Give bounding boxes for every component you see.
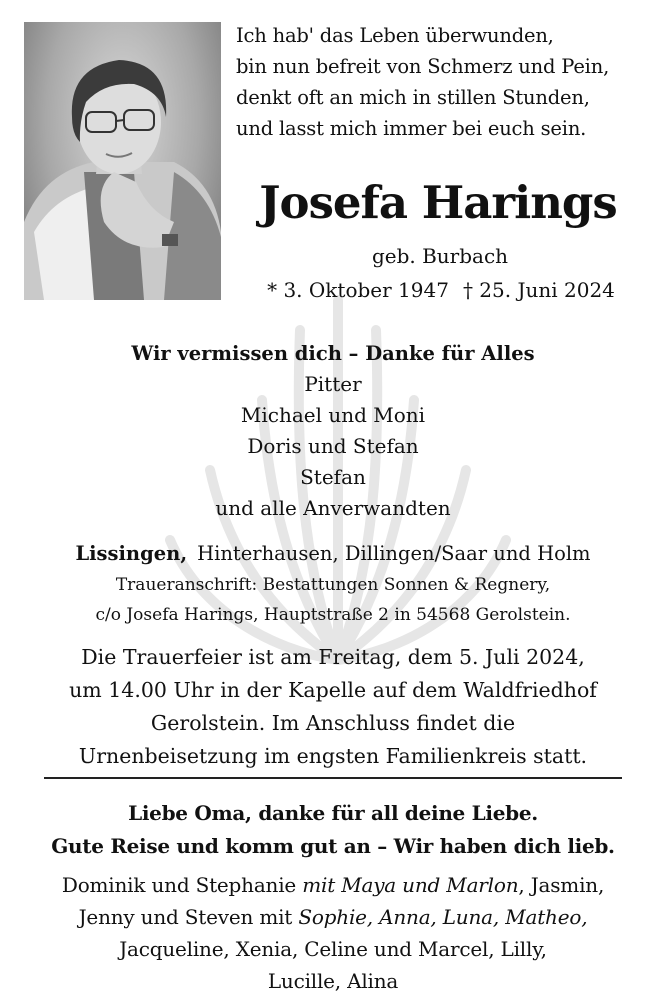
deceased-name: Josefa Harings bbox=[259, 176, 617, 229]
birth-date: * 3. Oktober 1947 bbox=[267, 278, 449, 302]
birth-name: geb. Burbach bbox=[371, 244, 509, 268]
divider bbox=[44, 777, 622, 779]
names-text: Jenny und Steven mit bbox=[78, 905, 299, 929]
service-line: Gerolstein. Im Anschluss findet die bbox=[150, 711, 516, 735]
poem-line: und lasst mich immer bei euch sein. bbox=[236, 117, 587, 140]
portrait-photo bbox=[24, 22, 221, 300]
grandchildren-line bbox=[0, 869, 666, 901]
service-line: um 14.00 Uhr in der Kapelle auf dem Waldfriedhof bbox=[69, 678, 597, 702]
family-member: und alle Anverwandten bbox=[215, 496, 451, 520]
address-line: c/o Josefa Harings, Hauptstraße 2 in 54568 Gerolstein. bbox=[95, 605, 571, 625]
grandchildren-heading: Liebe Oma, danke für all deine Liebe. bbox=[128, 801, 538, 825]
grandchildren-line: Lucille, Alina bbox=[267, 969, 399, 993]
town-name: Lissingen, bbox=[75, 542, 188, 565]
memorial-poem bbox=[236, 20, 656, 144]
poem-line: Ich hab' das Leben überwunden, bbox=[236, 24, 554, 47]
service-line: Die Trauerfeier ist am Freitag, dem 5. Juli 2024, bbox=[81, 645, 585, 669]
grandchildren-heading: Gute Reise und komm gut an – Wir haben dich lieb. bbox=[51, 834, 615, 858]
grandchildren-line bbox=[0, 901, 666, 933]
funeral-service-info bbox=[0, 641, 666, 773]
family-heading: Wir vermissen dich – Danke für Alles bbox=[131, 342, 535, 365]
names-text: Dominik und Stephanie bbox=[61, 873, 303, 897]
locations bbox=[0, 540, 666, 568]
names-italic: mit Maya und Marlon bbox=[302, 873, 519, 897]
death-date: † 25. Juni 2024 bbox=[462, 278, 615, 302]
family-members bbox=[0, 369, 666, 524]
family-member: Pitter bbox=[304, 372, 362, 396]
grandchildren-line: Jacqueline, Xenia, Celine und Marcel, Lilly, bbox=[119, 937, 547, 961]
names-text: , Jasmin, bbox=[518, 873, 605, 897]
grandchildren-message bbox=[0, 797, 666, 863]
life-dates bbox=[236, 278, 646, 302]
other-towns: Hinterhausen, Dillingen/Saar und Holm bbox=[197, 542, 591, 565]
names-italic: Sophie, Anna, Luna, Matheo, bbox=[298, 905, 588, 929]
grandchildren-names bbox=[0, 869, 666, 997]
family-member: Stefan bbox=[300, 465, 366, 489]
poem-line: denkt oft an mich in stillen Stunden, bbox=[236, 86, 590, 109]
family-member: Michael und Moni bbox=[240, 403, 426, 427]
service-line: Urnenbeisetzung im engsten Familienkreis statt. bbox=[78, 744, 588, 768]
family-section bbox=[0, 339, 666, 524]
poem-line: bin nun befreit von Schmerz und Pein, bbox=[236, 55, 610, 78]
address-line: Traueranschrift: Bestattungen Sonnen & Regnery, bbox=[115, 575, 551, 595]
family-member: Doris und Stefan bbox=[247, 434, 419, 458]
mourning-address bbox=[0, 570, 666, 630]
